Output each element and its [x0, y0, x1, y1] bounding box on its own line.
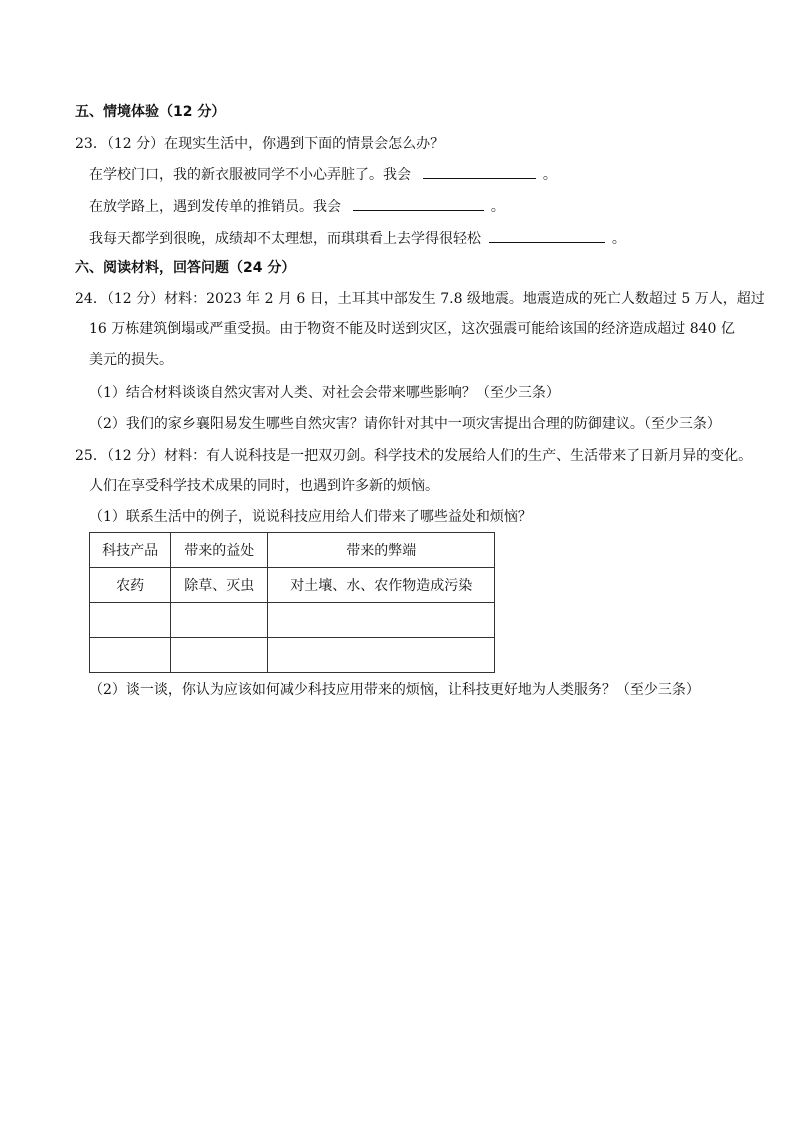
question-24-material-line-3: 美元的损失。	[89, 352, 173, 368]
table-cell-product-blank[interactable]	[90, 603, 171, 638]
situation-3-answer-blank[interactable]	[489, 228, 605, 243]
situation-2-period: 。	[490, 199, 505, 215]
table-cell-drawback: 对土壤、水、农作物造成污染	[268, 568, 495, 603]
question-23-situation-1	[89, 164, 557, 184]
table-row	[90, 603, 495, 638]
table-cell-product-blank[interactable]	[90, 638, 171, 673]
header-drawbacks: 带来的弊端	[268, 533, 495, 568]
table-cell-product: 农药	[90, 568, 171, 603]
question-24-material-line-1: 24．（12 分）材料：2023 年 2 月 6 日，土耳其中部发生 7.8 级地震。地震造成的死亡人数超过 5 万人，超过	[75, 291, 765, 307]
question-23-stem: 23．（12 分）在现实生活中，你遇到下面的情景会怎么办？	[75, 136, 445, 152]
question-23-situation-3	[89, 228, 626, 248]
question-25-subquestion-2: （2）谈一谈，你认为应该如何减少科技应用带来的烦恼，让科技更好地为人类服务？（至少三条）	[89, 682, 700, 698]
table-row	[90, 638, 495, 673]
table-header-row	[90, 533, 495, 568]
question-23-situation-2	[89, 196, 505, 216]
question-25-subquestion-1: （1）联系生活中的例子，说说科技应用给人们带来了哪些益处和烦恼？	[89, 509, 532, 525]
section-5-heading: 五、情境体验（12 分）	[75, 104, 226, 120]
table-cell-benefit-blank[interactable]	[171, 638, 268, 673]
section-6-heading: 六、阅读材料，回答问题（24 分）	[75, 260, 296, 276]
tech-pros-cons-table	[89, 532, 495, 673]
question-25-material-line-1: 25．（12 分）材料：有人说科技是一把双刃剑。科学技术的发展给人们的生产、生活带来了日新月异的变化。	[75, 448, 753, 464]
situation-3-text: 我每天都学到很晚，成绩却不太理想，而琪琪看上去学得很轻松	[89, 231, 481, 247]
question-24-subquestion-2: （2）我们的家乡襄阳易发生哪些自然灾害？请你针对其中一项灾害提出合理的防御建议。（至少三条）	[89, 416, 721, 432]
header-benefits: 带来的益处	[171, 533, 268, 568]
table-cell-drawback-blank[interactable]	[268, 603, 495, 638]
header-tech-product: 科技产品	[90, 533, 171, 568]
situation-3-period: 。	[611, 231, 626, 247]
situation-1-answer-blank[interactable]	[423, 164, 536, 179]
situation-1-period: 。	[542, 167, 557, 183]
table-cell-drawback-blank[interactable]	[268, 638, 495, 673]
question-24-material-line-2: 16 万栋建筑倒塌或严重受损。由于物资不能及时送到灾区，这次强震可能给该国的经济造成超过 840 亿	[89, 321, 735, 337]
table-cell-benefit-blank[interactable]	[171, 603, 268, 638]
situation-1-text: 在学校门口，我的新衣服被同学不小心弄脏了。我会	[89, 167, 411, 183]
table-cell-benefit: 除草、灭虫	[171, 568, 268, 603]
table-row	[90, 568, 495, 603]
situation-2-answer-blank[interactable]	[353, 196, 484, 211]
question-25-material-line-2: 人们在享受科学技术成果的同时，也遇到许多新的烦恼。	[89, 478, 439, 494]
question-24-subquestion-1: （1）结合材料谈谈自然灾害对人类、对社会会带来哪些影响？（至少三条）	[89, 385, 560, 401]
situation-2-text: 在放学路上，遇到发传单的推销员。我会	[89, 199, 341, 215]
